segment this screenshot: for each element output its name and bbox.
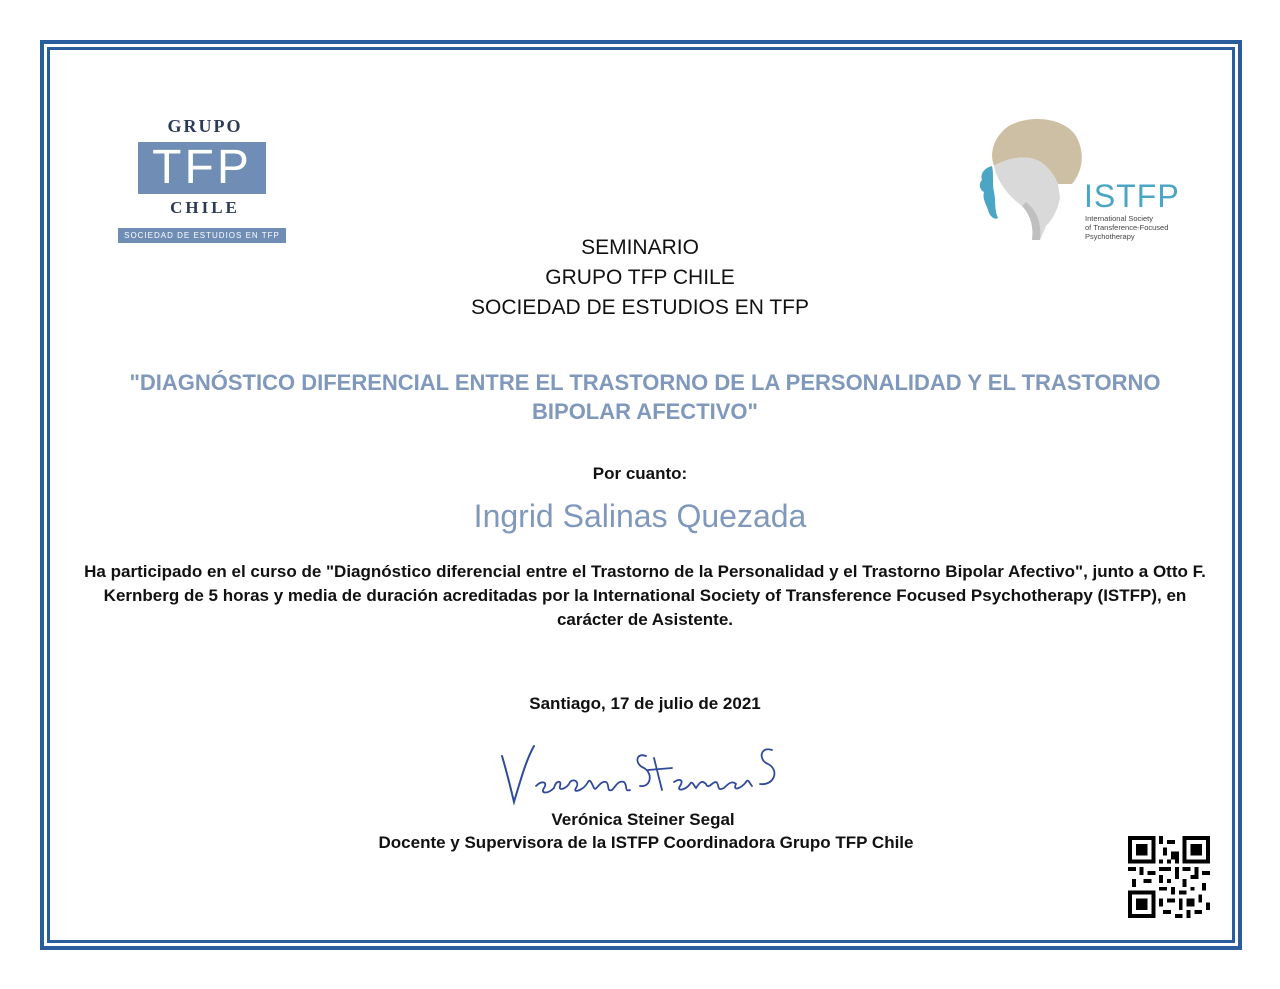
istfp-subtitle: International Society of Transference-Focused Psychotherapy bbox=[1085, 214, 1169, 241]
recipient-name: Ingrid Salinas Quezada bbox=[473, 498, 807, 534]
logo-tfp-tagline: SOCIEDAD DE ESTUDIOS EN TFP bbox=[118, 228, 286, 243]
header-line-sociedad: SOCIEDAD DE ESTUDIOS EN TFP bbox=[471, 296, 809, 319]
header-line-grupo: GRUPO TFP CHILE bbox=[545, 266, 735, 289]
header-line-seminario: SEMINARIO bbox=[581, 236, 699, 259]
date-line: Santiago, 17 de julio de 2021 bbox=[529, 694, 761, 713]
por-cuanto-label: Por cuanto: bbox=[592, 464, 688, 483]
grupo-tfp-chile-logo bbox=[118, 116, 290, 246]
seminar-title: "DIAGNÓSTICO DIFERENCIAL ENTRE EL TRASTORNO DE LA PERSONALIDAD Y EL TRASTORNO BIPOLAR AFECTIVO" bbox=[129, 370, 1161, 424]
istfp-logo bbox=[974, 114, 1180, 244]
istfp-acronym: ISTFP bbox=[1084, 178, 1180, 214]
signer-name: Verónica Steiner Segal bbox=[551, 810, 735, 829]
qr-code[interactable] bbox=[1128, 836, 1210, 918]
logo-tfp-mark: TFP bbox=[138, 142, 266, 194]
istfp-head-profile-icon bbox=[974, 114, 1086, 242]
handwritten-signature bbox=[496, 736, 786, 808]
logo-tfp-bottom-text: CHILE bbox=[170, 198, 240, 217]
logo-tfp-top-text: GRUPO bbox=[167, 116, 243, 136]
signer-role: Docente y Supervisora de la ISTFP Coordinadora Grupo TFP Chile bbox=[378, 833, 914, 852]
certificate-body-text: Ha participado en el curso de "Diagnóstico diferencial entre el Trastorno de la Personalidad y el Trastorno Bipolar Afectivo", junto a Otto F. Kernberg de 5 horas y media de duración acreditadas por la International Society of Transference Focused Psychotherapy (ISTFP), en carácter de Asistente. bbox=[84, 562, 1206, 629]
